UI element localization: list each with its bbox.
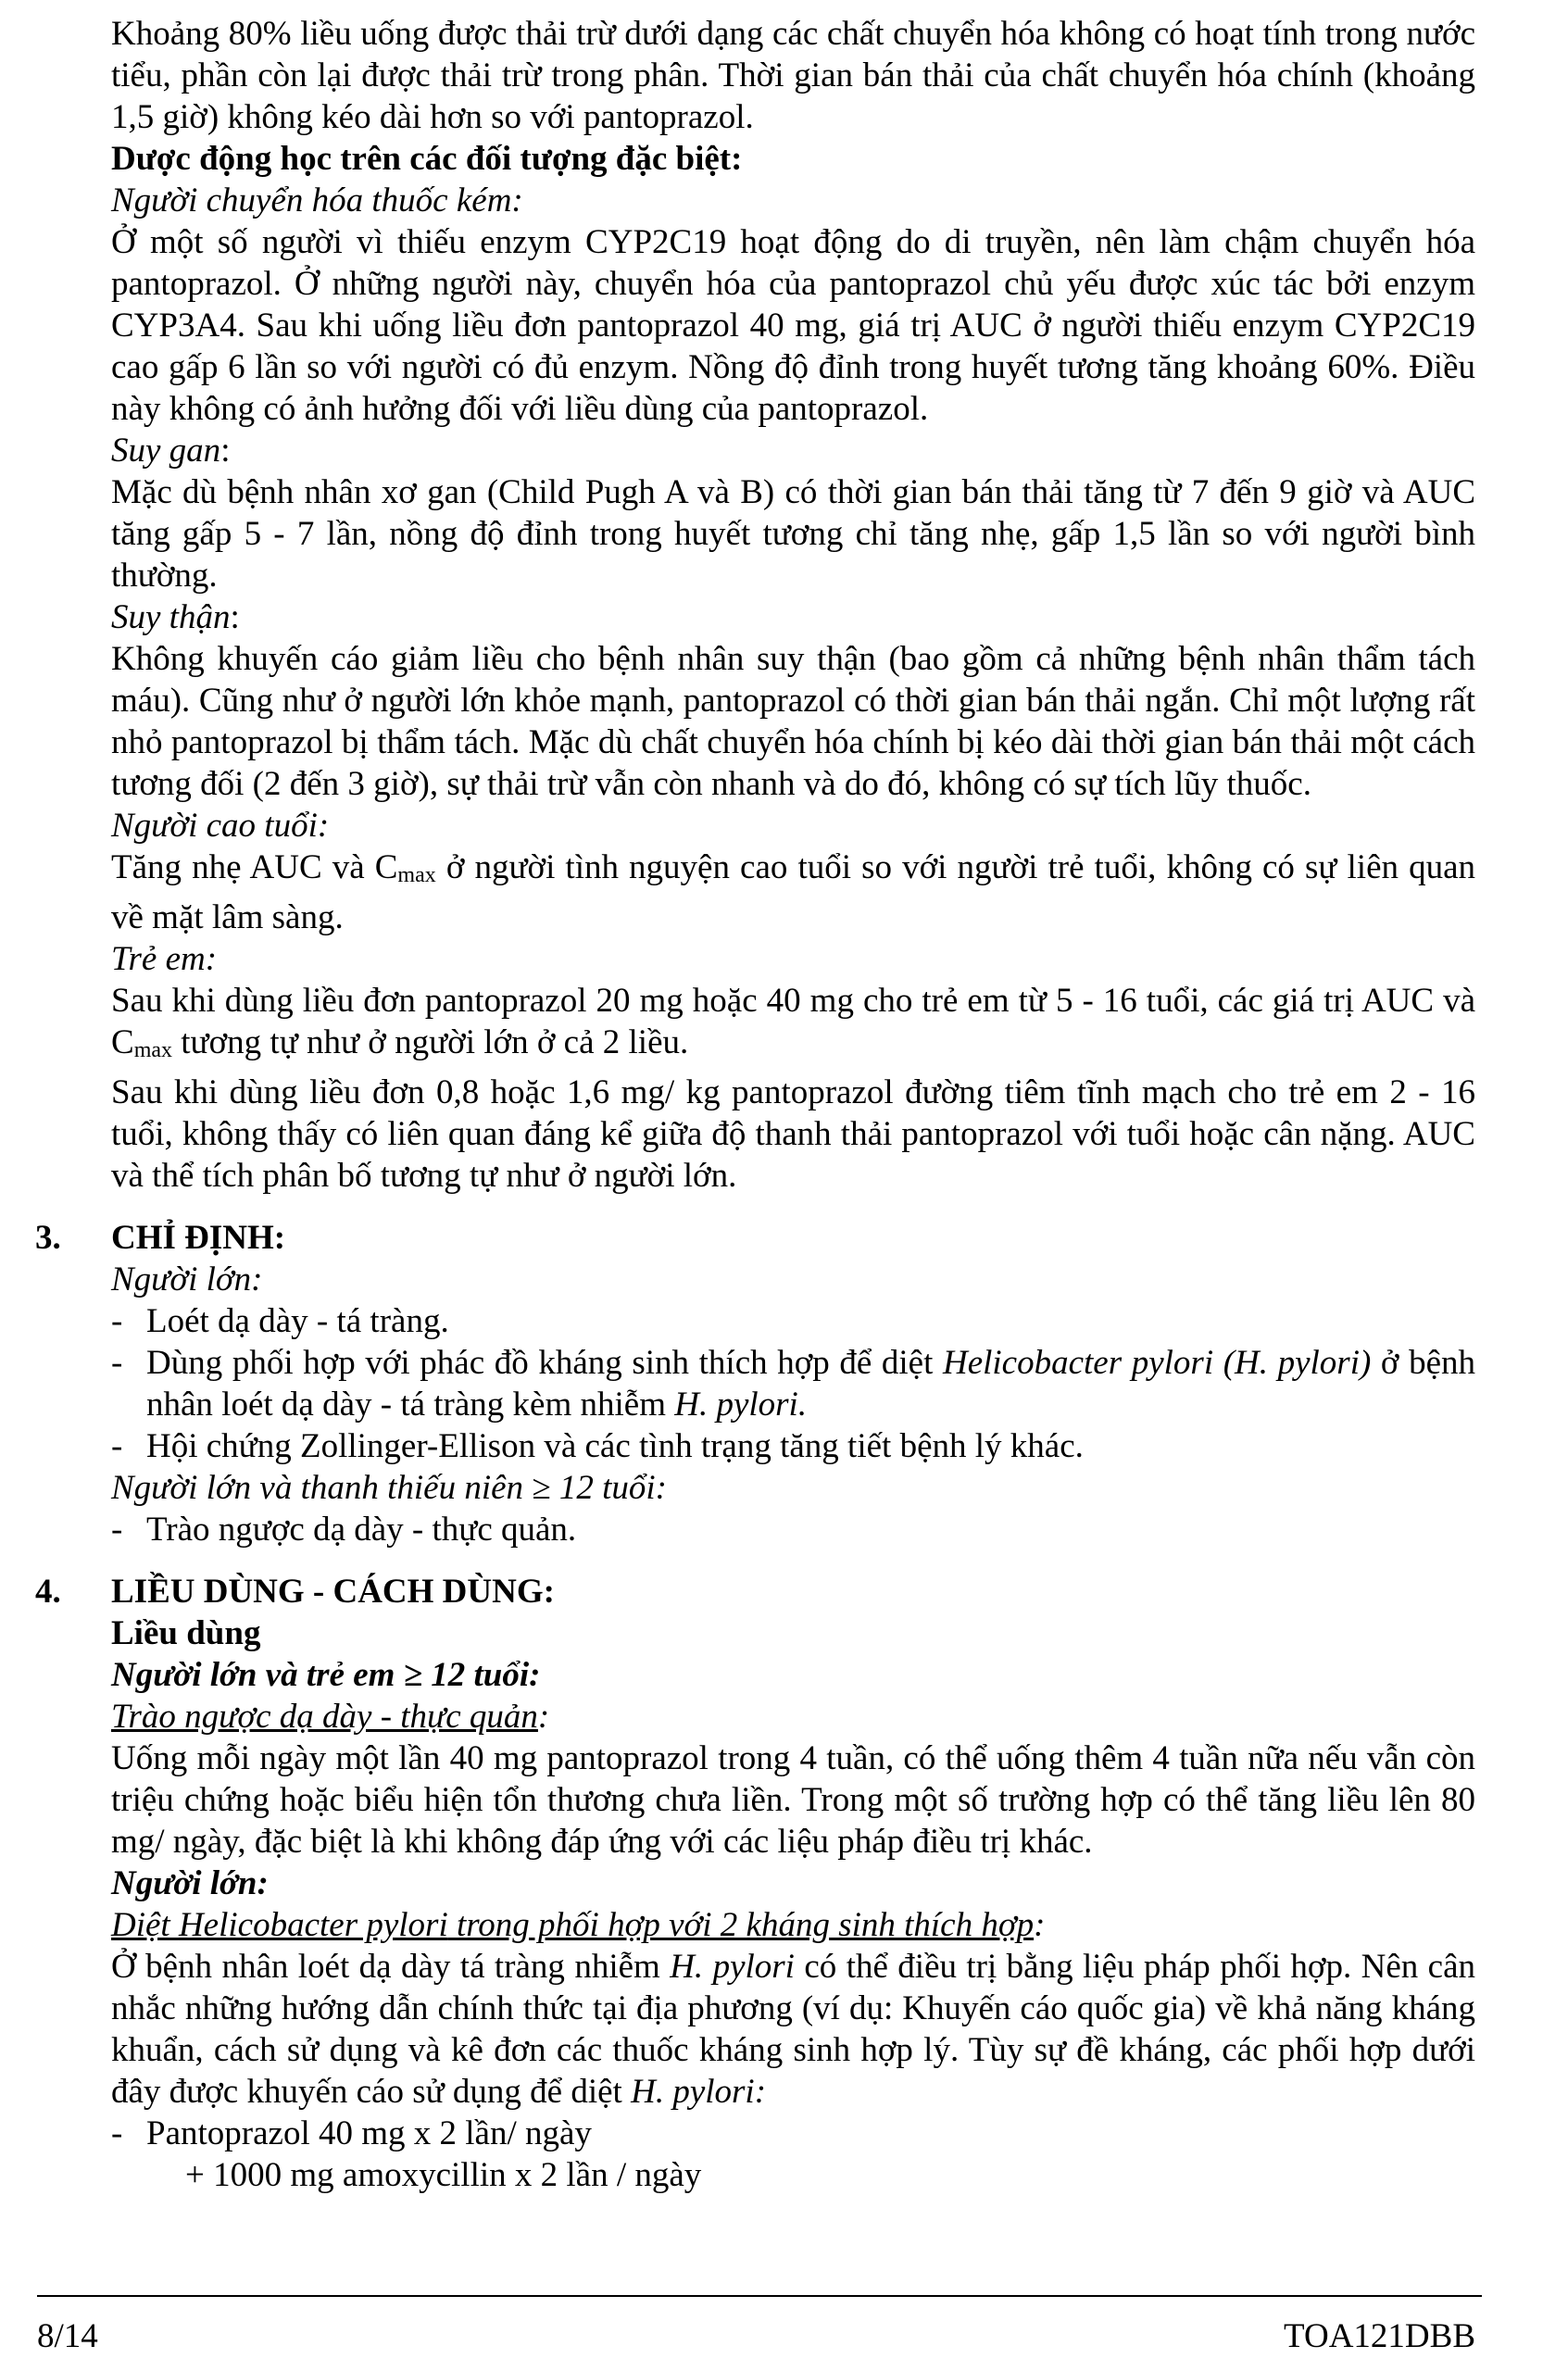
dash-bullet: - — [111, 1427, 123, 1465]
dash-bullet: - — [111, 1302, 123, 1340]
list-item-text: Loét dạ dày - tá tràng. — [146, 1302, 449, 1340]
regimen-sub-item: + 1000 mg amoxycillin x 2 lần / ngày — [185, 2156, 702, 2194]
hp-label-b: trong phối hợp với 2 kháng sinh thích hợp — [447, 1906, 1035, 1944]
hp-label-a: Diệt — [111, 1906, 179, 1944]
label-hp-eradication — [111, 1904, 1475, 1946]
paragraph-liver-impairment: Mặc dù bệnh nhân xơ gan (Child Pugh A và B) có thời gian bán thải tăng từ 7 đến 9 giờ và AUC tăng gấp 5 - 7 lần, nồng độ đỉnh trong huyết tương chỉ tăng nhẹ, gấp 1,5 lần so với người bình thường. — [111, 473, 1475, 595]
subheading-adults: Người lớn: — [111, 1864, 269, 1902]
elderly-text-b: ở người tình nguyện cao tuổi so với người trẻ tuổi, không có sự liên quan về mặt lâm sàng. — [111, 848, 1476, 936]
label-elderly: Người cao tuổi: — [111, 807, 330, 845]
label-children: Trẻ em: — [111, 940, 218, 978]
dash-bullet: - — [111, 1344, 123, 1382]
paragraph-elderly — [111, 847, 1475, 938]
label-liver-colon: : — [220, 432, 231, 470]
paragraph-gerd: Uống mỗi ngày một lần 40 mg pantoprazol trong 4 tuần, có thể uống thêm 4 tuần nữa nếu vẫn còn triệu chứng hoặc biểu hiện tổn thương chưa liền. Trong một số trường hợp có thể tăng liều lên 80 mg/ ngày, đặc biệt là khi không đáp ứng với các liệu pháp điều trị khác. — [111, 1739, 1475, 1861]
label-renal-impairment — [111, 596, 1475, 638]
section-4-title: LIỀU DÙNG - CÁCH DÙNG: — [111, 1573, 555, 1611]
list-item — [111, 1509, 1475, 1550]
section-3-heading — [35, 1217, 1475, 1259]
paragraph-elimination: Khoảng 80% liều uống được thải trừ dưới dạng các chất chuyển hóa không có hoạt tính trong nước tiểu, phần còn lại được thải trừ trong phân. Thời gian bán thải của chất chuyển hóa chính (khoảng 1,5 giờ) không kéo dài hơn so với pantoprazol. — [111, 15, 1475, 136]
dash-bullet: - — [111, 2114, 123, 2152]
label-liver-text: Suy gan — [111, 432, 221, 470]
children-text1-a: Sau khi dùng liều đơn pantoprazol 20 mg hoặc 40 mg cho trẻ em từ 5 - 16 tuổi, các giá trị AUC và C — [111, 982, 1475, 1061]
hp-text-ital2: H. pylori: — [631, 2073, 767, 2111]
list-item — [111, 1342, 1475, 1425]
section-4-number: 4. — [35, 1573, 61, 1611]
paragraph-children-2: Sau khi dùng liều đơn 0,8 hoặc 1,6 mg/ kg pantoprazol đường tiêm tĩnh mạch cho trẻ em 2 - 16 tuổi, không thấy có liên quan đáng kể giữa độ thanh thải pantoprazol với tuổi hoặc cân nặng. AUC và thể tích phân bố tương tự như ở người lớn. — [111, 1073, 1475, 1195]
label-gerd-text: Trào ngược dạ dày - thực quản — [111, 1698, 538, 1736]
label-adults-teens: Người lớn và thanh thiếu niên ≥ 12 tuổi: — [111, 1469, 667, 1507]
children-text1-b: tương tự như ở người lớn ở cả 2 liều. — [172, 1023, 689, 1061]
footer-page-number: 8/14 — [37, 2317, 98, 2355]
hp-text-ital: H. pylori — [670, 1948, 795, 1986]
list-item-text: Dùng phối hợp với phác đồ kháng sinh thích hợp để diệt — [146, 1344, 943, 1382]
list-item — [111, 1300, 1475, 1342]
list-item-italic: Helicobacter pylori (H. pylori) — [942, 1344, 1372, 1382]
list-item — [111, 1425, 1475, 1467]
paragraph-hp-eradication — [111, 1946, 1475, 2113]
paragraph-poor-metabolizers: Ở một số người vì thiếu enzym CYP2C19 hoạt động do di truyền, nên làm chậm chuyển hóa pantoprazol. Ở những người này, chuyển hóa của pantoprazol chủ yếu được xúc tác bởi enzym CYP3A4. Sau khi uống liều đơn pantoprazol 40 mg, giá trị AUC ở người thiếu enzym CYP2C19 cao gấp 6 lần so với người có đủ enzym. Nồng độ đỉnh trong huyết tương tăng khoảng 60%. Điều này không có ảnh hưởng đối với liều dùng của pantoprazol. — [111, 223, 1475, 428]
list-item-text: Hội chứng Zollinger-Ellison và các tình trạng tăng tiết bệnh lý khác. — [146, 1427, 1084, 1465]
hp-text-b: có thể điều trị bằng liệu pháp phối hợp. Nên cân nhắc những hướng dẫn chính thức tại địa phương (ví dụ: Khuyến cáo quốc gia) về khả năng kháng khuẩn, cách sử dụng và kê đơn các thuốc kháng sinh hợp lý. Tùy sự đề kháng, các phối hợp dưới đây được khuyến cáo sử dụng để diệt — [111, 1948, 1475, 2111]
label-liver-impairment — [111, 430, 1475, 471]
subheading-dosage: Liều dùng — [111, 1614, 261, 1652]
list-item — [111, 2113, 1475, 2154]
paragraph-children-1 — [111, 980, 1475, 1072]
cmax-subscript: max — [397, 863, 436, 887]
paragraph-renal-impairment: Không khuyến cáo giảm liều cho bệnh nhân suy thận (bao gồm cả những bệnh nhân thẩm tách máu). Cũng như ở người lớn khỏe mạnh, pantoprazol có thời gian bán thải ngắn. Chỉ một lượng rất nhỏ pantoprazol bị thẩm tách. Mặc dù chất chuyển hóa chính bị kéo dài thời gian bán thải một cách tương đối (2 đến 3 giờ), sự thải trừ vẫn còn nhanh và do đó, không có sự tích lũy thuốc. — [111, 640, 1475, 803]
hp-label-colon: : — [1034, 1906, 1046, 1944]
list-item-text: Pantoprazol 40 mg x 2 lần/ ngày — [146, 2114, 592, 2152]
label-gerd-colon: : — [537, 1698, 550, 1736]
subheading-pk-special: Dược động học trên các đối tượng đặc biệt: — [111, 140, 743, 178]
label-renal-text: Suy thận — [111, 598, 231, 636]
list-item-text: Trào ngược dạ dày - thực quản. — [146, 1511, 577, 1549]
label-poor-metabolizers: Người chuyển hóa thuốc kém: — [111, 182, 523, 220]
dash-bullet: - — [111, 1511, 123, 1549]
cmax-subscript-2: max — [133, 1038, 173, 1062]
label-adults: Người lớn: — [111, 1261, 263, 1298]
elderly-text-a: Tăng nhẹ AUC và C — [111, 848, 398, 886]
label-renal-colon: : — [230, 598, 240, 636]
subheading-adults-children-12: Người lớn và trẻ em ≥ 12 tuổi: — [111, 1656, 541, 1694]
hp-text-a: Ở bệnh nhân loét dạ dày tá tràng nhiễm — [111, 1948, 671, 1986]
footer-divider — [37, 2295, 1482, 2297]
section-3-number: 3. — [35, 1219, 61, 1257]
hp-label-ital: Helicobacter pylori — [178, 1906, 448, 1944]
footer-document-code: TOA121DBB — [1284, 2317, 1475, 2355]
list-item-italic: H. pylori. — [674, 1386, 808, 1424]
list-item-text: ở bệnh nhân loét dạ dày - tá tràng kèm nhiễm — [146, 1344, 1475, 1424]
section-3-title: CHỈ ĐỊNH: — [111, 1219, 286, 1257]
section-4-heading — [35, 1571, 1475, 1612]
label-gerd — [111, 1696, 1475, 1737]
document-body — [35, 13, 1476, 2196]
